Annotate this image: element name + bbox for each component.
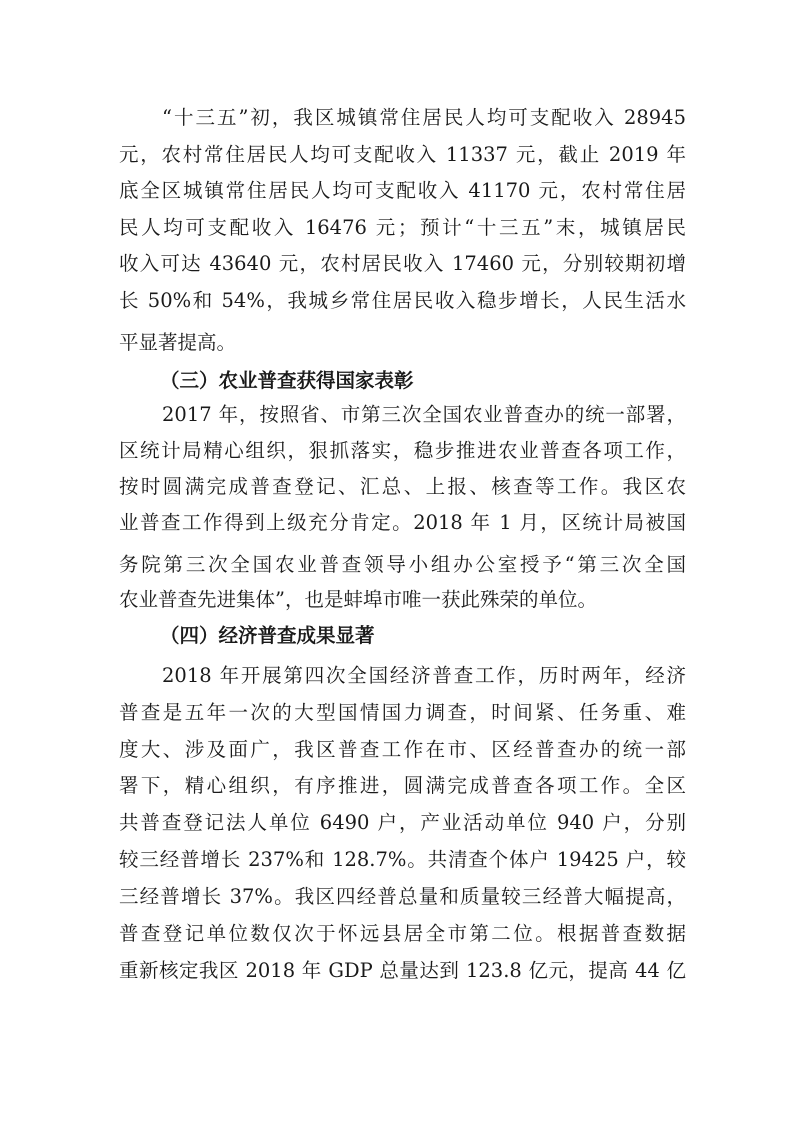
paragraph-line: 较三经普增长 237%和 128.7%。共清查个体户 19425 户，较	[119, 848, 686, 871]
section-heading: （三）农业普查获得国家表彰	[160, 369, 414, 392]
paragraph-line: 度大、涉及面广，我区普查工作在市、区经普查办的统一部	[119, 738, 686, 761]
paragraph-line: 重新核定我区 2018 年 GDP 总量达到 123.8 亿元，提高 44 亿	[119, 959, 686, 982]
paragraph-line: 区统计局精心组织，狠抓落实，稳步推进农业普查各项工作，	[119, 439, 686, 462]
paragraph-line: “十三五”初，我区城镇常住居民人均可支配收入 28945	[162, 106, 686, 129]
paragraph-line: 民人均可支配收入 16476 元；预计“十三五”末，城镇居民	[119, 216, 686, 239]
paragraph-line: 普查登记单位数仅次于怀远县居全市第二位。根据普查数据	[119, 922, 686, 945]
paragraph-line: 2017 年，按照省、市第三次全国农业普查办的统一部署，	[162, 403, 686, 426]
paragraph-line: 务院第三次全国农业普查领导小组办公室授予“第三次全国	[119, 553, 686, 576]
paragraph-line: 2018 年开展第四次全国经济普查工作，历时两年，经济	[162, 664, 686, 687]
paragraph-line: 三经普增长 37%。我区四经普总量和质量较三经普大幅提高，	[119, 885, 686, 908]
paragraph-line: 按时圆满完成普查登记、汇总、上报、核查等工作。我区农	[119, 475, 686, 498]
paragraph-line: 共普查登记法人单位 6490 户，产业活动单位 940 户，分别	[119, 811, 686, 834]
paragraph-line: 元，农村常住居民人均可支配收入 11337 元，截止 2019 年	[119, 143, 686, 166]
paragraph-line: 普查是五年一次的大型国情国力调查，时间紧、任务重、难	[119, 701, 686, 724]
section-heading: （四）经济普查成果显著	[160, 624, 375, 647]
paragraph-line: 农业普查先进集体”，也是蚌埠市唯一获此殊荣的单位。	[119, 588, 597, 611]
paragraph-line: 业普查工作得到上级充分肯定。2018 年 1 月，区统计局被国	[119, 511, 686, 534]
paragraph-line: 底全区城镇常住居民人均可支配收入 41170 元，农村常住居	[119, 179, 686, 202]
paragraph-line: 署下，精心组织，有序推进，圆满完成普查各项工作。全区	[119, 774, 686, 797]
paragraph-line: 长 50%和 54%，我城乡常住居民收入稳步增长，人民生活水	[119, 289, 686, 312]
paragraph-line: 平显著提高。	[119, 331, 237, 354]
paragraph-line: 收入可达 43640 元，农村居民收入 17460 元，分别较期初增	[119, 252, 686, 275]
